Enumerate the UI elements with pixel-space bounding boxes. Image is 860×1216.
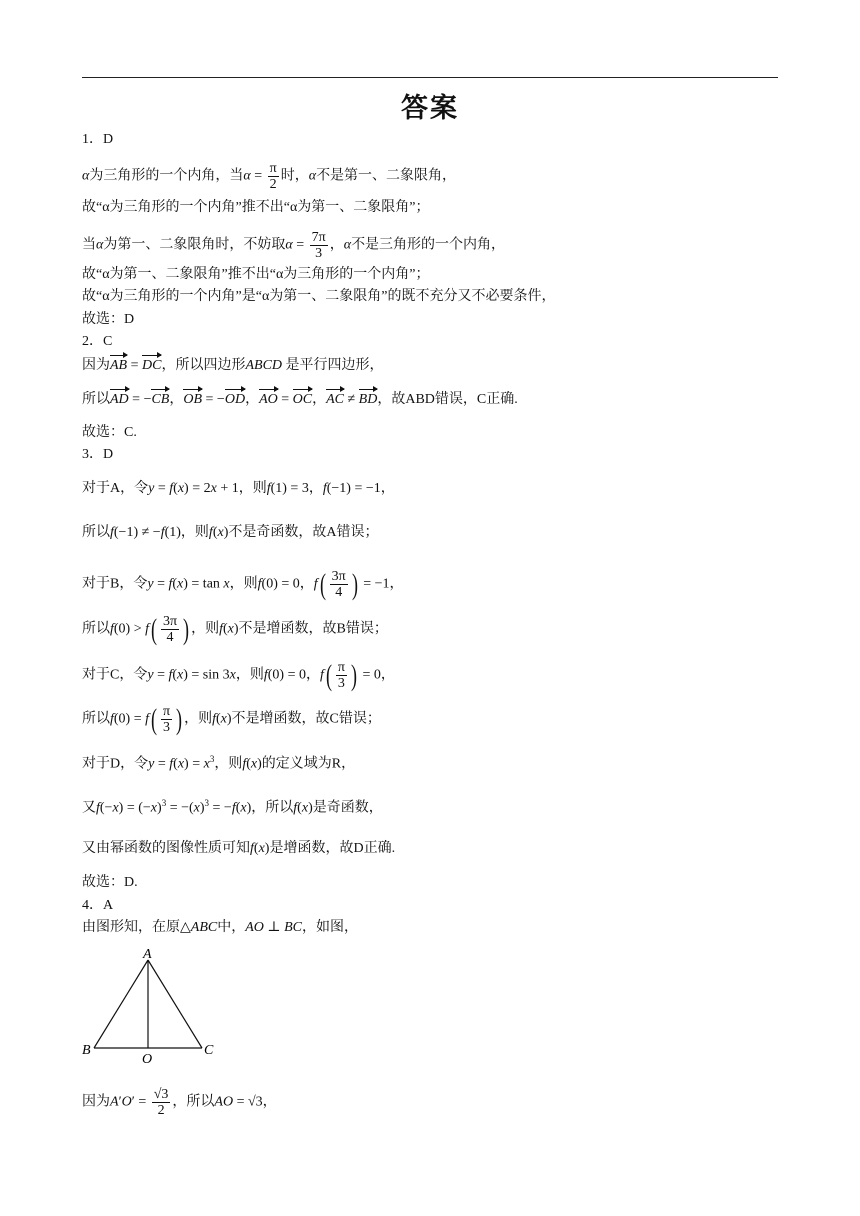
- fraction: $\frac{3\pi}{4}$: [163, 614, 178, 645]
- q3-d-line2: 又$f(-x) = (-x)^3 = -(x)^3 = -f(x)$，所以f(x)是奇函数，: [82, 798, 383, 816]
- q3-d-line3: 又由幂函数的图像性质可知f(x)是增函数，故D正确.: [82, 841, 396, 856]
- q2-line3: 故选：C.: [82, 425, 137, 440]
- q3-a-line1: 对于A，令y = f(x) = 2x + 1，则f(1) = 3，f(−1) = −1，: [82, 481, 395, 496]
- header-rule: [82, 77, 778, 78]
- q3-c-line1: 对于C，令y = f(x) = sin 3x，则f(0) = 0，f( $\frac{\pi}{3}$ ) = 0，: [82, 658, 395, 692]
- q1-line5: 故“α为三角形的一个内角”是“α为第一、二象限角”的既不充分又不必要条件，: [82, 289, 556, 304]
- fraction: $\frac{\pi}{3}$: [163, 704, 171, 735]
- q3-b-line1: 对于B，令y = f(x) = tan x，则f(0) = 0，f( $\frac{3\pi}{4}$ ) = −1，: [82, 567, 404, 601]
- q1-line3: 当α为第一、二象限角时，不妨取α = $\frac{7\pi}{3}$ ，α不是三角形的一个内角，: [82, 230, 506, 261]
- q1-answer: 1．D: [82, 132, 114, 147]
- fraction: $\frac{\pi}{3}$: [337, 660, 345, 691]
- fraction: $\frac{√3}{2}$: [153, 1087, 169, 1118]
- q1-line1: α为三角形的一个内角，当α = $\frac{\pi}{2}$ 时，α不是第一、二象限角，: [82, 161, 457, 192]
- q4-line2: 因为A′O′ = $\frac{√3}{2}$ ，所以AO = √3，: [82, 1087, 277, 1118]
- q4-answer: 4．A: [82, 898, 114, 913]
- fraction: $\frac{\pi}{2}$: [269, 161, 277, 192]
- page-title: 答案: [401, 93, 459, 124]
- label-o: O: [142, 1052, 153, 1067]
- fraction: $\frac{7\pi}{3}$: [311, 230, 326, 261]
- fraction: $\frac{3\pi}{4}$: [331, 569, 346, 600]
- q2-answer: 2．C: [82, 334, 113, 349]
- q1-line2: 故“α为三角形的一个内角”推不出“α为第一、二象限角”；: [82, 200, 430, 215]
- q3-d-line1: 对于D，令$y = f(x) = x^3$，则f(x)的定义域为R，: [82, 754, 356, 772]
- side-ab: [94, 960, 148, 1048]
- q1-line4: 故“α为第一、二象限角”推不出“α为三角形的一个内角”；: [82, 267, 430, 282]
- q3-c-line2: 所以f(0) = f( $\frac{\pi}{3}$ ) ，则f(x)不是增函数，故C错误；: [82, 702, 381, 736]
- q3-b-line2: 所以f(0) > f( $\frac{3\pi}{4}$ ) ，则f(x)不是增函数，故B错误；: [82, 612, 388, 646]
- q2-line1: 因为AB = DC，所以四边形ABCD 是平行四边形，: [82, 354, 384, 375]
- q2-line2: 所以AD = −CB，OB = −OD，AO = OC，AC ≠ BD，故ABD错误，C正确.: [82, 388, 518, 409]
- q1-line6: 故选：D: [82, 312, 135, 327]
- triangle-figure: [80, 945, 230, 1070]
- q3-a-line2: 所以f(−1) ≠ −f(1)，则f(x)不是奇函数，故A错误；: [82, 525, 379, 540]
- label-a: A: [143, 947, 152, 962]
- q4-line1: 由图形知，在原△ABC中，AO ⊥ BC，如图，: [82, 920, 358, 935]
- q3-answer: 3．D: [82, 447, 114, 462]
- label-b: B: [82, 1043, 91, 1058]
- side-ac: [148, 960, 202, 1048]
- q3-end: 故选：D.: [82, 875, 138, 890]
- label-c: C: [204, 1043, 214, 1058]
